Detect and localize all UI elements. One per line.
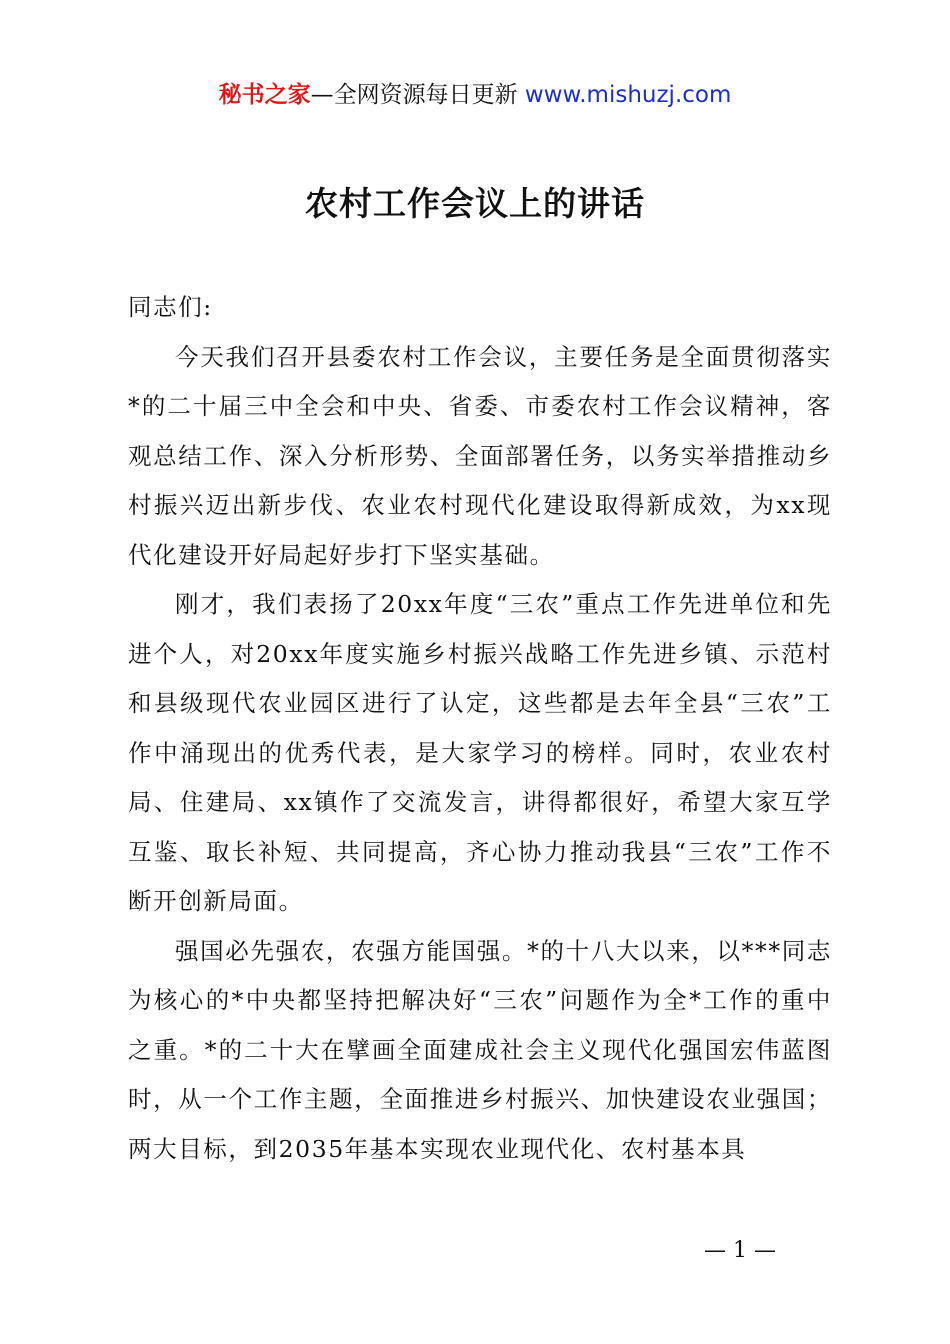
salutation: 同志们: [128, 293, 213, 321]
brand-name: 秘书之家 [218, 82, 311, 108]
paragraph-1: 今天我们召开县委农村工作会议，主要任务是全面贯彻落实*的二十届三中全会和中央、省委、市委农村工作会议精神，客观总结工作、深入分析形势、全面部署任务，以务实举措推动乡村振兴迈出新步伐、农业农村现代化建设取得新成效，为xx现代化建设开好局起好步打下坚实基础。 [128, 342, 832, 569]
page-number: — 1 — [704, 1238, 776, 1263]
brand-tagline: —全网资源每日更新 [310, 82, 518, 108]
site-url: www.mishuzj.com [524, 82, 732, 108]
site-watermark-header [0, 78, 950, 112]
paragraph-3: 强国必先强农，农强方能国强。*的十八大以来，以***同志为核心的*中央都坚持把解决好“三农”问题作为全*工作的重中之重。*的二十大在擘画全面建成社会主义现代化强国宏伟蓝图时，从一个工作主题，全面推进乡村振兴、加快建设农业强国；两大目标，到2035年基本实现农业现代化、农村基本具 [128, 936, 832, 1163]
document-body [128, 283, 832, 1174]
document-title: 农村工作会议上的讲话 [305, 184, 645, 223]
paragraph-2: 刚才，我们表扬了20xx年度“三农”重点工作先进单位和先进个人，对20xx年度实施乡村振兴战略工作先进乡镇、示范村和县级现代农业园区进行了认定，这些都是去年全县“三农”工作中涌现出的优秀代表，是大家学习的榜样。同时，农业农村局、住建局、xx镇作了交流发言，讲得都很好，希望大家互学互鉴、取长补短、共同提高，齐心协力推动我县“三农”工作不断开创新局面。 [128, 590, 832, 915]
